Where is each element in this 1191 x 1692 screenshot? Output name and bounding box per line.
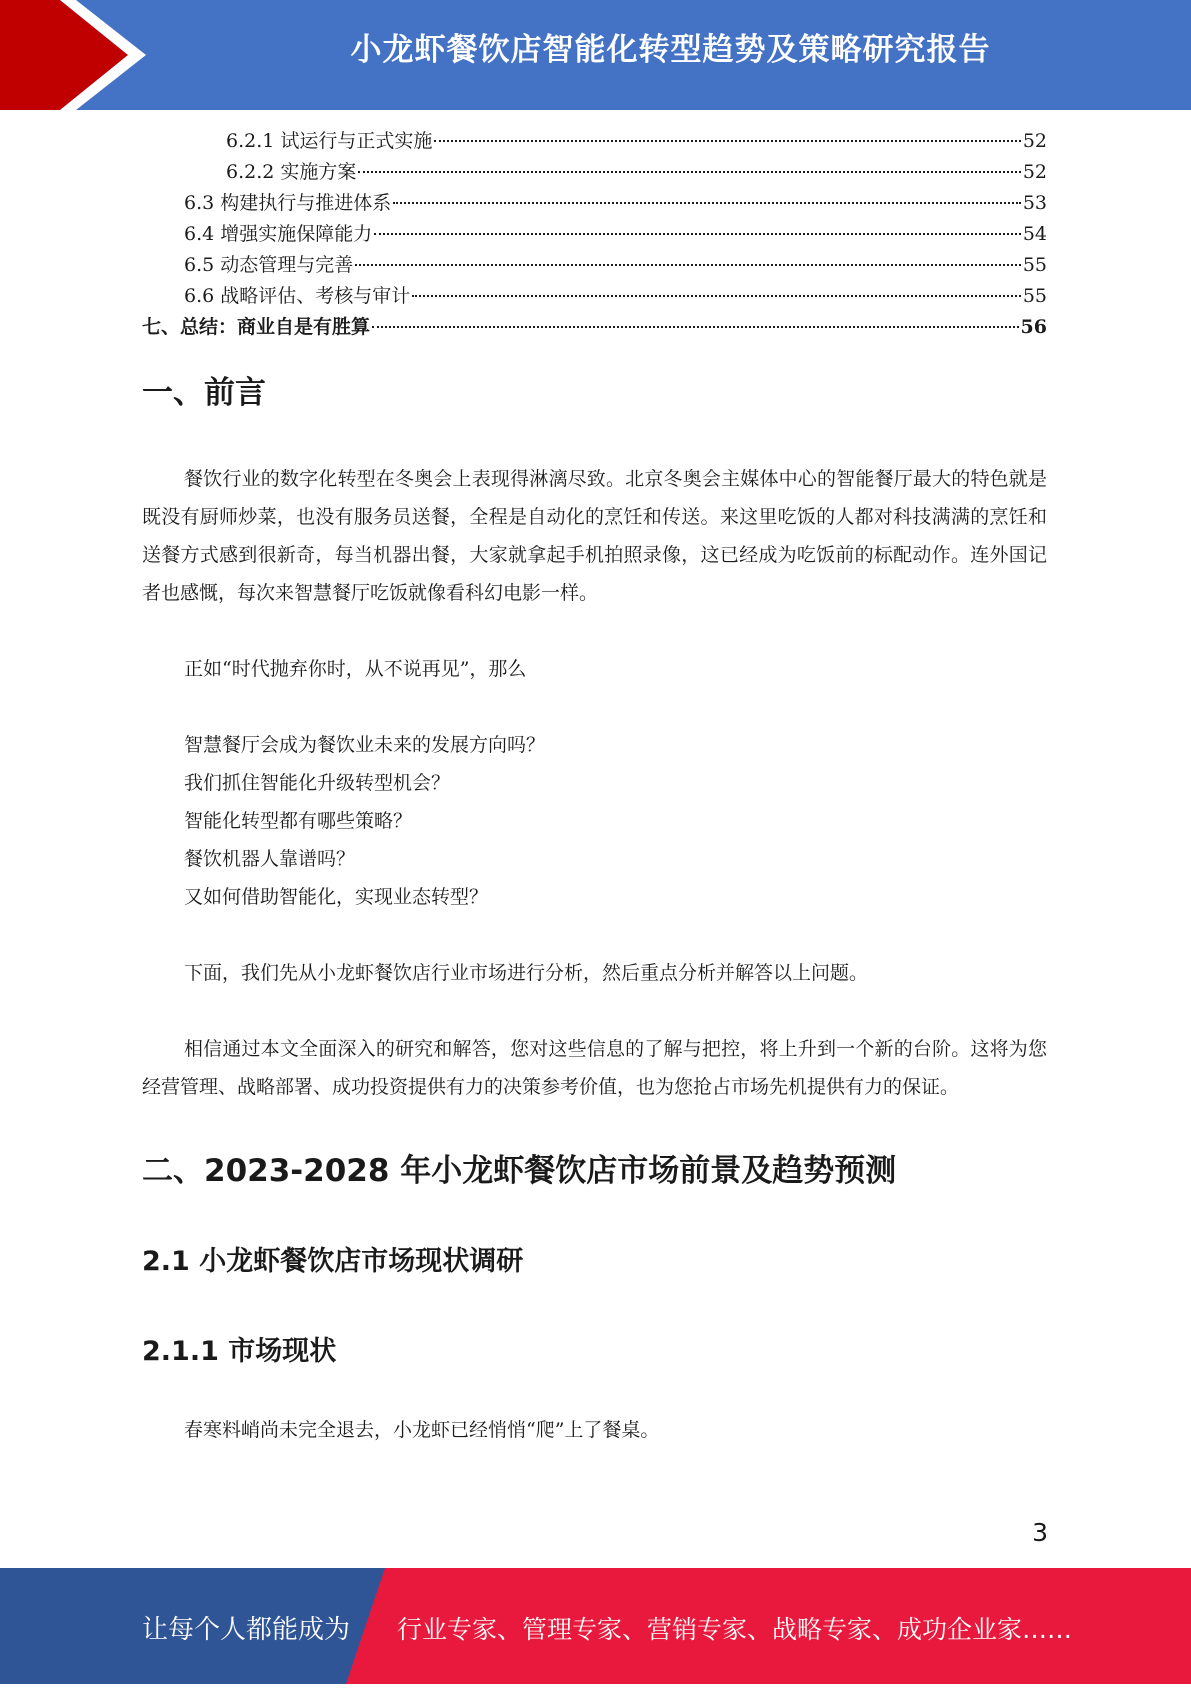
toc-entry-label: 6.2.2 实施方案 [226,161,357,183]
toc-page-number: 53 [1022,192,1047,214]
toc-leader-dots [355,264,1021,266]
page-header [0,0,1191,110]
toc-leader-dots [372,326,1019,328]
body-line: 下面，我们先从小龙虾餐饮店行业市场进行分析，然后重点分析并解答以上问题。 [184,962,869,984]
toc-page-number: 55 [1022,285,1047,307]
question-item: 餐饮机器人靠谱吗？ [184,848,356,870]
footer-slogan-right: 行业专家、管理专家、营销专家、战略专家、成功企业家…… [397,1615,1073,1644]
body-paragraph: 相信通过本文全面深入的研究和解答，您对这些信息的了解与把控，将上升到一个新的台阶。这将为您经营管理、战略部署、成功投资提供有力的决策参考价值，也为您抢占市场先机提供有力的保证。 [142,1038,1047,1098]
section-heading-preface: 一、前言 [142,375,266,411]
toc-entry-label: 6.5 动态管理与完善 [184,254,354,276]
toc-page-number: 52 [1022,161,1047,183]
toc-page-number: 55 [1022,254,1047,276]
toc-entry[interactable] [142,126,1047,157]
toc-leader-dots [393,202,1021,204]
toc-entry[interactable] [142,312,1047,343]
toc-entry-label: 6.3 构建执行与推进体系 [184,192,392,214]
table-of-contents [142,126,1047,343]
toc-entry[interactable] [142,250,1047,281]
toc-leader-dots [374,233,1021,235]
question-item: 智能化转型都有哪些策略？ [184,810,413,832]
toc-entry[interactable] [142,157,1047,188]
toc-page-number: 56 [1020,316,1047,338]
toc-entry-label: 6.4 增强实施保障能力 [184,223,373,245]
toc-entry-label: 6.2.1 试运行与正式实施 [226,130,433,152]
body-line-quote: 正如“时代抛弃你时，从不说再见”，那么 [184,658,527,680]
toc-entry-label: 七、总结：商业自是有胜算 [142,316,371,338]
page-number: 3 [1032,1518,1048,1547]
header-arrow-decoration [0,0,160,110]
toc-entry[interactable] [142,281,1047,312]
page-content [142,126,1047,1449]
report-title: 小龙虾餐饮店智能化转型趋势及策略研究报告 [350,32,991,68]
page-footer [0,1568,1191,1684]
toc-page-number: 54 [1022,223,1047,245]
question-list [142,726,1047,916]
toc-entry[interactable] [142,219,1047,250]
toc-leader-dots [358,171,1020,173]
question-item: 我们抓住智能化升级转型机会？ [184,772,451,794]
body-paragraph: 餐饮行业的数字化转型在冬奥会上表现得淋漓尽致。北京冬奥会主媒体中心的智能餐厅最大的特色就是既没有厨师炒菜，也没有服务员送餐，全程是自动化的烹饪和传送。来这里吃饭的人都对科技满满的烹饪和送餐方式感到很新奇，每当机器出餐，大家就拿起手机拍照录像，这已经成为吃饭前的标配动作。连外国记者也感慨，每次来智慧餐厅吃饭就像看科幻电影一样。 [142,468,1047,604]
footer-slogan-left: 让每个人都能成为 [142,1615,351,1645]
section-heading-market-forecast: 二、2023-2028 年小龙虾餐饮店市场前景及趋势预测 [142,1153,897,1189]
subsubsection-heading: 2.1.1 市场现状 [142,1336,337,1367]
subsection-heading: 2.1 小龙虾餐饮店市场现状调研 [142,1246,524,1277]
toc-page-number: 52 [1022,130,1047,152]
question-item: 智慧餐厅会成为餐饮业未来的发展方向吗？ [184,734,546,756]
toc-leader-dots [412,295,1021,297]
toc-entry[interactable] [142,188,1047,219]
question-item: 又如何借助智能化，实现业态转型？ [184,886,489,908]
toc-entry-label: 6.6 战略评估、考核与审计 [184,285,411,307]
body-line: 春寒料峭尚未完全退去，小龙虾已经悄悄“爬”上了餐桌。 [184,1419,660,1441]
toc-leader-dots [434,140,1020,142]
